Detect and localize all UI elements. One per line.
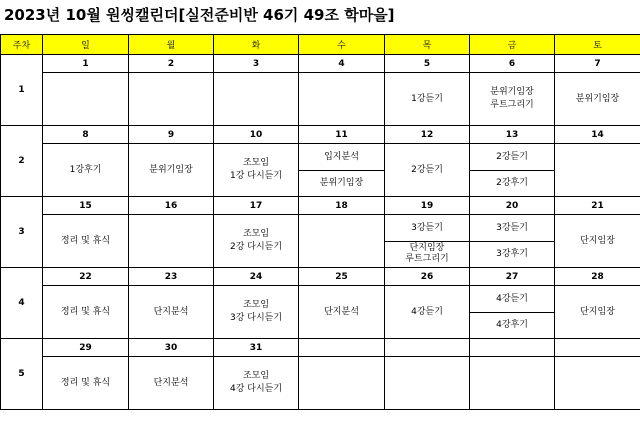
date-tue: 17 [214, 197, 299, 215]
task-text: 3강듣기 [411, 222, 443, 233]
task-text: 조모임 1강 다시듣기 [229, 158, 283, 181]
date-sat: 21 [555, 197, 640, 215]
task-cell-thu [385, 144, 470, 197]
task-text: 입지분석 [324, 151, 359, 162]
task-cell-wed [299, 144, 385, 197]
task-text: 단지임장 [580, 306, 615, 317]
header-mon: 월 [129, 35, 214, 55]
date-thu: 5 [385, 55, 470, 73]
task-text: 1강후기 [69, 164, 102, 175]
task-cell-sat [555, 286, 640, 339]
task-cell-wed [299, 215, 385, 268]
week-date-row [1, 126, 640, 144]
task-entry [470, 241, 554, 267]
task-text: 조모임 2강 다시듣기 [229, 229, 283, 252]
task-cell-thu [385, 215, 470, 268]
task-text: 단지분석 [153, 306, 189, 317]
task-text: 조모임 3강 다시듣기 [229, 300, 283, 323]
date-thu: 12 [385, 126, 470, 144]
task-cell-fri [470, 73, 555, 126]
task-text: 단지분석 [324, 306, 359, 317]
page-title: 2023년 10월 원씽캘린더[실전준비반 46기 49조 학마을] [4, 6, 395, 24]
task-entry [385, 216, 469, 241]
task-cell-tue [214, 73, 299, 126]
week-number: 5 [1, 339, 43, 410]
date-fri: 6 [470, 55, 555, 73]
task-cell-sun [43, 144, 129, 197]
task-cell-sat [555, 144, 640, 197]
week-number: 2 [1, 126, 43, 197]
header-sat: 토 [555, 35, 640, 55]
task-text: 4강듣기 [496, 293, 528, 304]
date-sun: 15 [43, 197, 129, 215]
week-number: 1 [1, 55, 43, 126]
task-text: 단지임장 [580, 235, 615, 246]
task-text: 분위기임장 [319, 177, 364, 188]
task-cell-wed [299, 73, 385, 126]
task-entry [470, 312, 554, 338]
date-mon: 2 [129, 55, 214, 73]
task-text: 분위기임장 루트그리기 [490, 87, 534, 110]
task-text: 4강후기 [496, 319, 528, 330]
date-tue: 10 [214, 126, 299, 144]
header-sun: 일 [43, 35, 129, 55]
date-fri: 27 [470, 268, 555, 286]
task-text: 3강후기 [496, 248, 528, 259]
calendar-body [1, 55, 640, 410]
task-cell-thu [385, 357, 470, 410]
task-cell-sun [43, 286, 129, 339]
header-tue: 화 [214, 35, 299, 55]
task-entry [470, 216, 554, 241]
date-tue: 31 [214, 339, 299, 357]
task-entry [470, 287, 554, 312]
date-mon: 30 [129, 339, 214, 357]
week-task-row [1, 215, 640, 268]
date-fri [470, 339, 555, 357]
date-wed: 25 [299, 268, 385, 286]
task-text: 조모임 4강 다시듣기 [229, 371, 283, 394]
header-row [1, 35, 640, 55]
week-task-row [1, 144, 640, 197]
task-cell-mon [129, 215, 214, 268]
date-fri: 20 [470, 197, 555, 215]
task-cell-mon [129, 144, 214, 197]
task-text: 2강듣기 [496, 151, 528, 162]
task-entry [470, 145, 554, 170]
task-cell-sat [555, 73, 640, 126]
task-cell-tue [214, 215, 299, 268]
task-text: 분위기임장 [575, 93, 620, 104]
date-thu: 19 [385, 197, 470, 215]
date-mon: 9 [129, 126, 214, 144]
task-cell-wed [299, 357, 385, 410]
task-text: 단지임장 루트그리기 [405, 243, 449, 264]
task-cell-thu [385, 73, 470, 126]
date-mon: 23 [129, 268, 214, 286]
date-sun: 29 [43, 339, 129, 357]
week-task-row [1, 357, 640, 410]
task-cell-fri [470, 144, 555, 197]
date-sat [555, 339, 640, 357]
task-cell-sat [555, 215, 640, 268]
task-cell-fri [470, 215, 555, 268]
task-cell-mon [129, 357, 214, 410]
date-sat: 28 [555, 268, 640, 286]
task-cell-tue [214, 286, 299, 339]
date-sun: 1 [43, 55, 129, 73]
date-thu: 26 [385, 268, 470, 286]
date-sun: 8 [43, 126, 129, 144]
date-wed: 4 [299, 55, 385, 73]
task-entry [299, 170, 384, 196]
task-entry [385, 241, 469, 267]
date-fri: 13 [470, 126, 555, 144]
task-cell-mon [129, 73, 214, 126]
week-task-row [1, 73, 640, 126]
task-cell-fri [470, 286, 555, 339]
week-task-row [1, 286, 640, 339]
task-cell-sun [43, 73, 129, 126]
header-fri: 금 [470, 35, 555, 55]
header-thu: 목 [385, 35, 470, 55]
week-date-row [1, 197, 640, 215]
task-cell-tue [214, 144, 299, 197]
task-text: 1강듣기 [411, 93, 443, 104]
task-text: 정리 및 휴식 [60, 235, 111, 246]
date-tue: 3 [214, 55, 299, 73]
week-date-row [1, 339, 640, 357]
task-entry [299, 145, 384, 170]
task-text: 4강듣기 [411, 306, 443, 317]
date-thu [385, 339, 470, 357]
task-cell-sun [43, 215, 129, 268]
task-text: 3강듣기 [496, 222, 528, 233]
date-wed [299, 339, 385, 357]
task-cell-mon [129, 286, 214, 339]
header-wed: 수 [299, 35, 385, 55]
task-text: 분위기임장 [149, 164, 193, 175]
date-sat: 14 [555, 126, 640, 144]
date-tue: 24 [214, 268, 299, 286]
date-wed: 18 [299, 197, 385, 215]
task-cell-sat [555, 357, 640, 410]
task-text: 2강듣기 [411, 164, 443, 175]
task-cell-fri [470, 357, 555, 410]
week-number: 3 [1, 197, 43, 268]
task-text: 2강후기 [496, 177, 528, 188]
task-cell-tue [214, 357, 299, 410]
week-date-row [1, 268, 640, 286]
task-entry [470, 170, 554, 196]
date-wed: 11 [299, 126, 385, 144]
week-date-row [1, 55, 640, 73]
task-text: 단지분석 [153, 377, 189, 388]
date-mon: 16 [129, 197, 214, 215]
task-text: 정리 및 휴식 [60, 377, 111, 388]
task-text: 정리 및 휴식 [60, 306, 111, 317]
task-cell-wed [299, 286, 385, 339]
header-week: 주차 [1, 35, 43, 55]
calendar-table [0, 34, 640, 410]
task-cell-sun [43, 357, 129, 410]
task-cell-thu [385, 286, 470, 339]
week-number: 4 [1, 268, 43, 339]
date-sun: 22 [43, 268, 129, 286]
date-sat: 7 [555, 55, 640, 73]
